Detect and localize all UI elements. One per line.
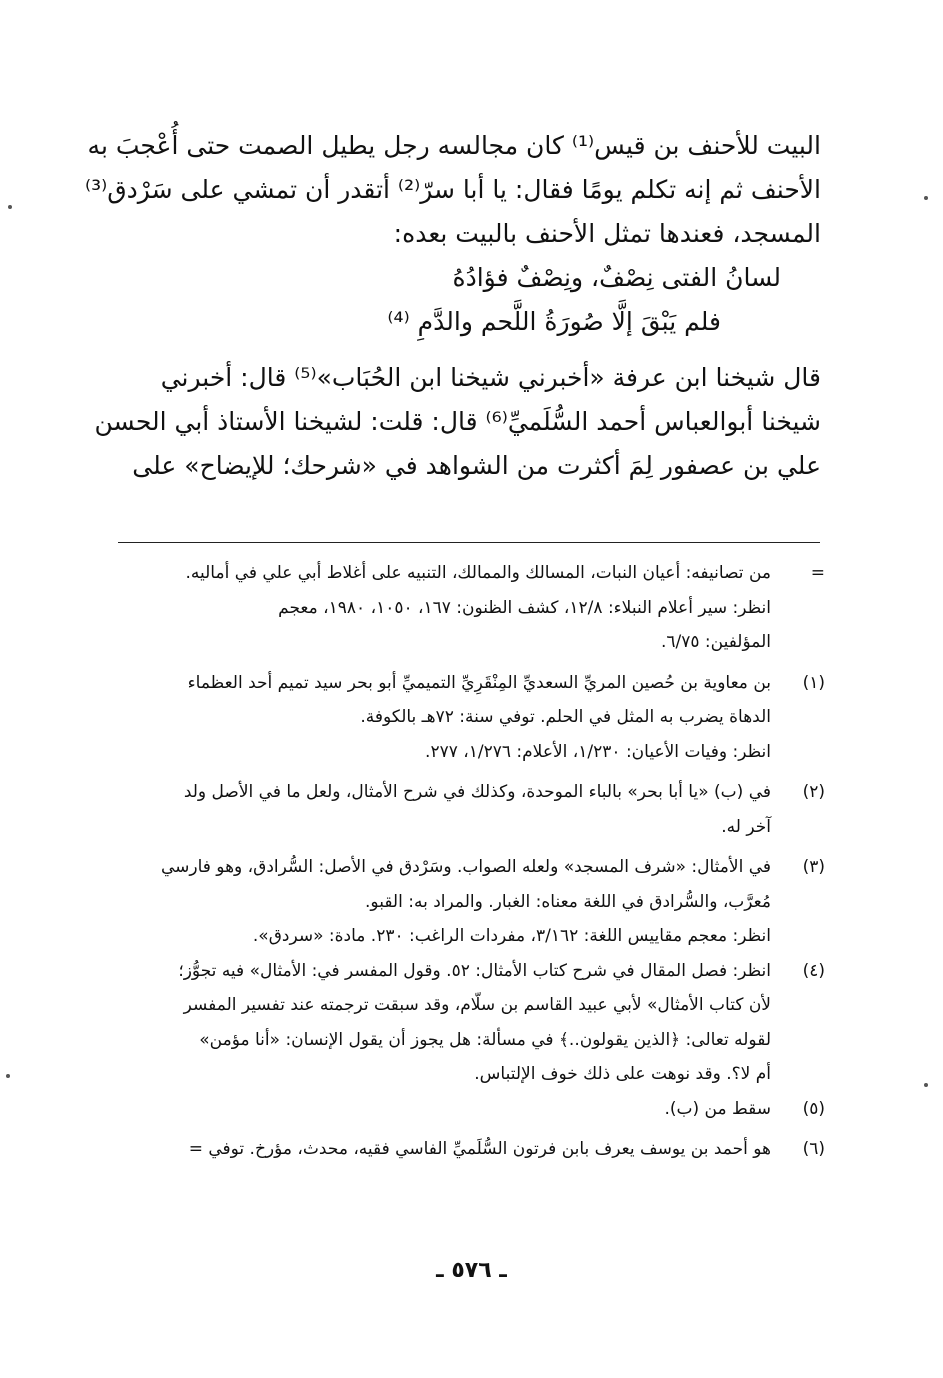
scan-speck [6, 1074, 10, 1078]
page-number: ـ ٥٧٦ ـ [436, 1258, 507, 1283]
footnote-line: المؤلفين: ٦/٧٥. [660, 632, 771, 652]
footnote-line: الدهاة يضرب به المثل في الحلم. توفي سنة: ٧٢هـ بالكوفة. [360, 707, 771, 727]
footnote-number: (٦) [802, 1139, 825, 1159]
footnote-2 [118, 775, 825, 844]
footnote-line: آخر له. [721, 816, 771, 837]
scan-speck [924, 1083, 928, 1087]
text-line: علي بن عصفور لِمَ أكثرت من الشواهد في «شرحك؛ للإيضاح» على [132, 451, 821, 480]
footnote-divider [118, 542, 820, 543]
footnote-3 [118, 850, 825, 954]
footnote-number: (٥) [802, 1098, 825, 1119]
scan-speck [8, 205, 12, 209]
footnote-continued [118, 556, 825, 660]
footnote-line: هو أحمد بن يوسف يعرف بابن فرتون السُّلَميِّ الفاسي فقيه، محدث، مؤرخ. توفي = [188, 1139, 771, 1159]
text-line: قال شيخنا ابن عرفة «أخبرني شيخنا ابن الحُبَاب»⁽⁵⁾ قال: أخبرني [160, 363, 821, 392]
verse-second-hemistich: فلم يَبْقَ إلَّا صُورَةُ اللَّحم والدَّمِ ⁽⁴⁾ [387, 307, 721, 336]
footnote-6 [118, 1132, 825, 1167]
scan-speck [924, 196, 928, 200]
footnotes [118, 556, 825, 1167]
text-line: شيخنا أبوالعباس أحمد السُّلَميِّ⁽⁶⁾ قال: قلت: لشيخنا الأستاذ أبي الحسن [94, 407, 821, 436]
text-line: البيت للأحنف بن قيس⁽¹⁾ كان مجالسه رجل يطيل الصمت حتى أُعْجبَ به [87, 131, 821, 160]
footnote-line: لقوله تعالى: ﴿الذين يقولون..﴾ في مسألة: هل يجوز أن يقول الإنسان: «أنا مؤمن» [199, 1029, 771, 1050]
footnote-line: في (ب) «يا أبا بحر» بالباء الموحدة، وكذلك في شرح الأمثال، ولعل ما في الأصل ولد [183, 782, 771, 802]
footnote-4 [118, 954, 825, 1092]
footnote-line: انظر: معجم مقاييس اللغة: ٣/١٦٢، مفردات الراغب: ٢٣٠. مادة: «سردق». [252, 926, 771, 946]
footnote-number: (١) [802, 672, 825, 693]
text-line: المسجد، فعندها تمثل الأحنف بالبيت بعده: [393, 219, 821, 248]
footnote-line: انظر: وفيات الأعيان: ١/٢٣٠، الأعلام: ١/٢٧٦، ٢٧٧. [425, 741, 771, 762]
footnote-line: لأن كتاب الأمثال» لأبي عبيد القاسم بن سلّام، وقد سبقت ترجمته عند تفسير المفسر [183, 995, 771, 1015]
footnote-line: انظر: فصل المقال في شرح كتاب الأمثال: ٥٢. وقول المفسر في: الأمثال» فيه تجوُّز؛ [178, 960, 771, 981]
footnote-line: بن معاوية بن حُصين المريِّ السعديِّ المِنْقَرِيِّ التميميِّ أبو بحر سيد تميم أحد العظماء [187, 672, 771, 693]
text-line: الأحنف ثم إنه تكلم يومًا فقال: يا أبا سرّ⁽²⁾ أتقدر أن تمشي على سَرْدق⁽³⁾ [84, 175, 821, 204]
footnote-number: (٣) [802, 857, 825, 877]
footnote-line: في الأمثال: «شرف المسجد» ولعله الصواب. وسَرْدق في الأصل: السُّرادق، وهو فارسي [160, 857, 771, 877]
footnote-line: من تصانيفه: أعيان النبات، المسالك والممالك، التنبيه على أغلاط أبي علي في أماليه. [185, 563, 771, 583]
footnote-5 [118, 1092, 825, 1127]
main-text [84, 124, 821, 488]
footnote-line: انظر: سير أعلام النبلاء: ١٢/٨، كشف الظنون: ١٦٧، ١٠٥٠، ١٩٨٠، معجم [278, 597, 771, 618]
footnote-number: = [810, 563, 825, 583]
footnote-line: أم لا؟. وقد نوهت على ذلك خوف الإلتباس. [474, 1064, 771, 1084]
verse-first-hemistich: لسانُ الفتى نِصْفٌ، ونِصْفٌ فؤادُهُ [452, 263, 781, 292]
footnote-1 [118, 666, 825, 770]
footnote-line: سقط من (ب). [664, 1098, 771, 1119]
footnote-number: (٤) [802, 960, 825, 981]
footnote-line: مُعرَّب، والسُّرادق في اللغة معناه: الغبار. والمراد به: القبو. [365, 891, 771, 912]
footnote-number: (٢) [802, 782, 825, 802]
